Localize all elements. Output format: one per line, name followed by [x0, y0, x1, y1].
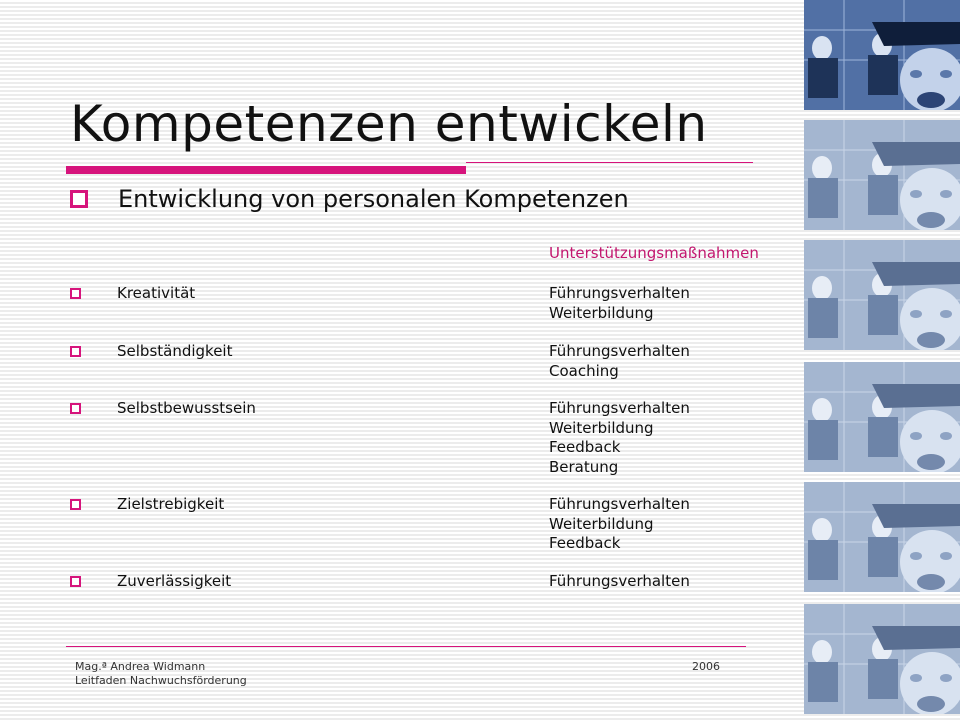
square-bullet-icon	[70, 403, 81, 414]
measure-item: Feedback	[549, 438, 621, 456]
competence-label: Zielstrebigkeit	[117, 495, 225, 513]
competence-label: Selbstbewusstsein	[117, 399, 256, 417]
measure-item: Führungsverhalten	[549, 495, 690, 513]
footer-divider	[66, 646, 746, 647]
measure-item: Weiterbildung	[549, 514, 654, 533]
measure-item: Coaching	[549, 361, 619, 380]
square-bullet-icon	[70, 576, 81, 587]
footer-year: 2006	[692, 660, 720, 673]
footer-credits	[75, 660, 247, 688]
measure-list	[549, 284, 690, 323]
measure-item: Führungsverhalten	[549, 572, 690, 590]
measure-list	[549, 399, 690, 477]
slide-title: Kompetenzen entwickeln	[70, 95, 708, 153]
square-bullet-icon	[70, 288, 81, 299]
competence-label: Kreativität	[117, 284, 196, 302]
measure-item: Beratung	[549, 457, 619, 476]
measure-item: Feedback	[549, 534, 621, 552]
photo-graduate-tile	[804, 240, 960, 350]
title-underline-thin	[466, 162, 753, 163]
square-bullet-icon	[70, 346, 81, 357]
footer-subtitle: Leitfaden Nachwuchsförderung	[75, 674, 247, 687]
measure-list	[549, 495, 690, 554]
photo-graduate-tile	[804, 0, 960, 110]
section-heading: Entwicklung von personalen Kompetenzen	[118, 185, 629, 213]
measure-item: Führungsverhalten	[549, 342, 690, 360]
measure-item: Weiterbildung	[549, 303, 654, 322]
photo-graduate-tile	[804, 120, 960, 230]
photo-graduate-tile	[804, 482, 960, 592]
footer-author: Mag.ª Andrea Widmann	[75, 660, 206, 673]
square-bullet-icon	[70, 499, 81, 510]
photo-strip	[800, 0, 960, 720]
title-underline-thick	[66, 166, 466, 174]
measure-list	[549, 342, 690, 381]
measure-item: Führungsverhalten	[549, 399, 690, 417]
measure-list	[549, 572, 690, 592]
competence-label: Zuverlässigkeit	[117, 572, 232, 590]
measure-item: Führungsverhalten	[549, 284, 690, 302]
competence-label: Selbständigkeit	[117, 342, 233, 360]
photo-graduate-tile	[804, 362, 960, 472]
measure-item: Weiterbildung	[549, 418, 654, 437]
photo-graduate-tile	[804, 604, 960, 714]
support-measures-header: Unterstützungsmaßnahmen	[549, 244, 759, 262]
square-bullet-icon	[70, 190, 88, 208]
